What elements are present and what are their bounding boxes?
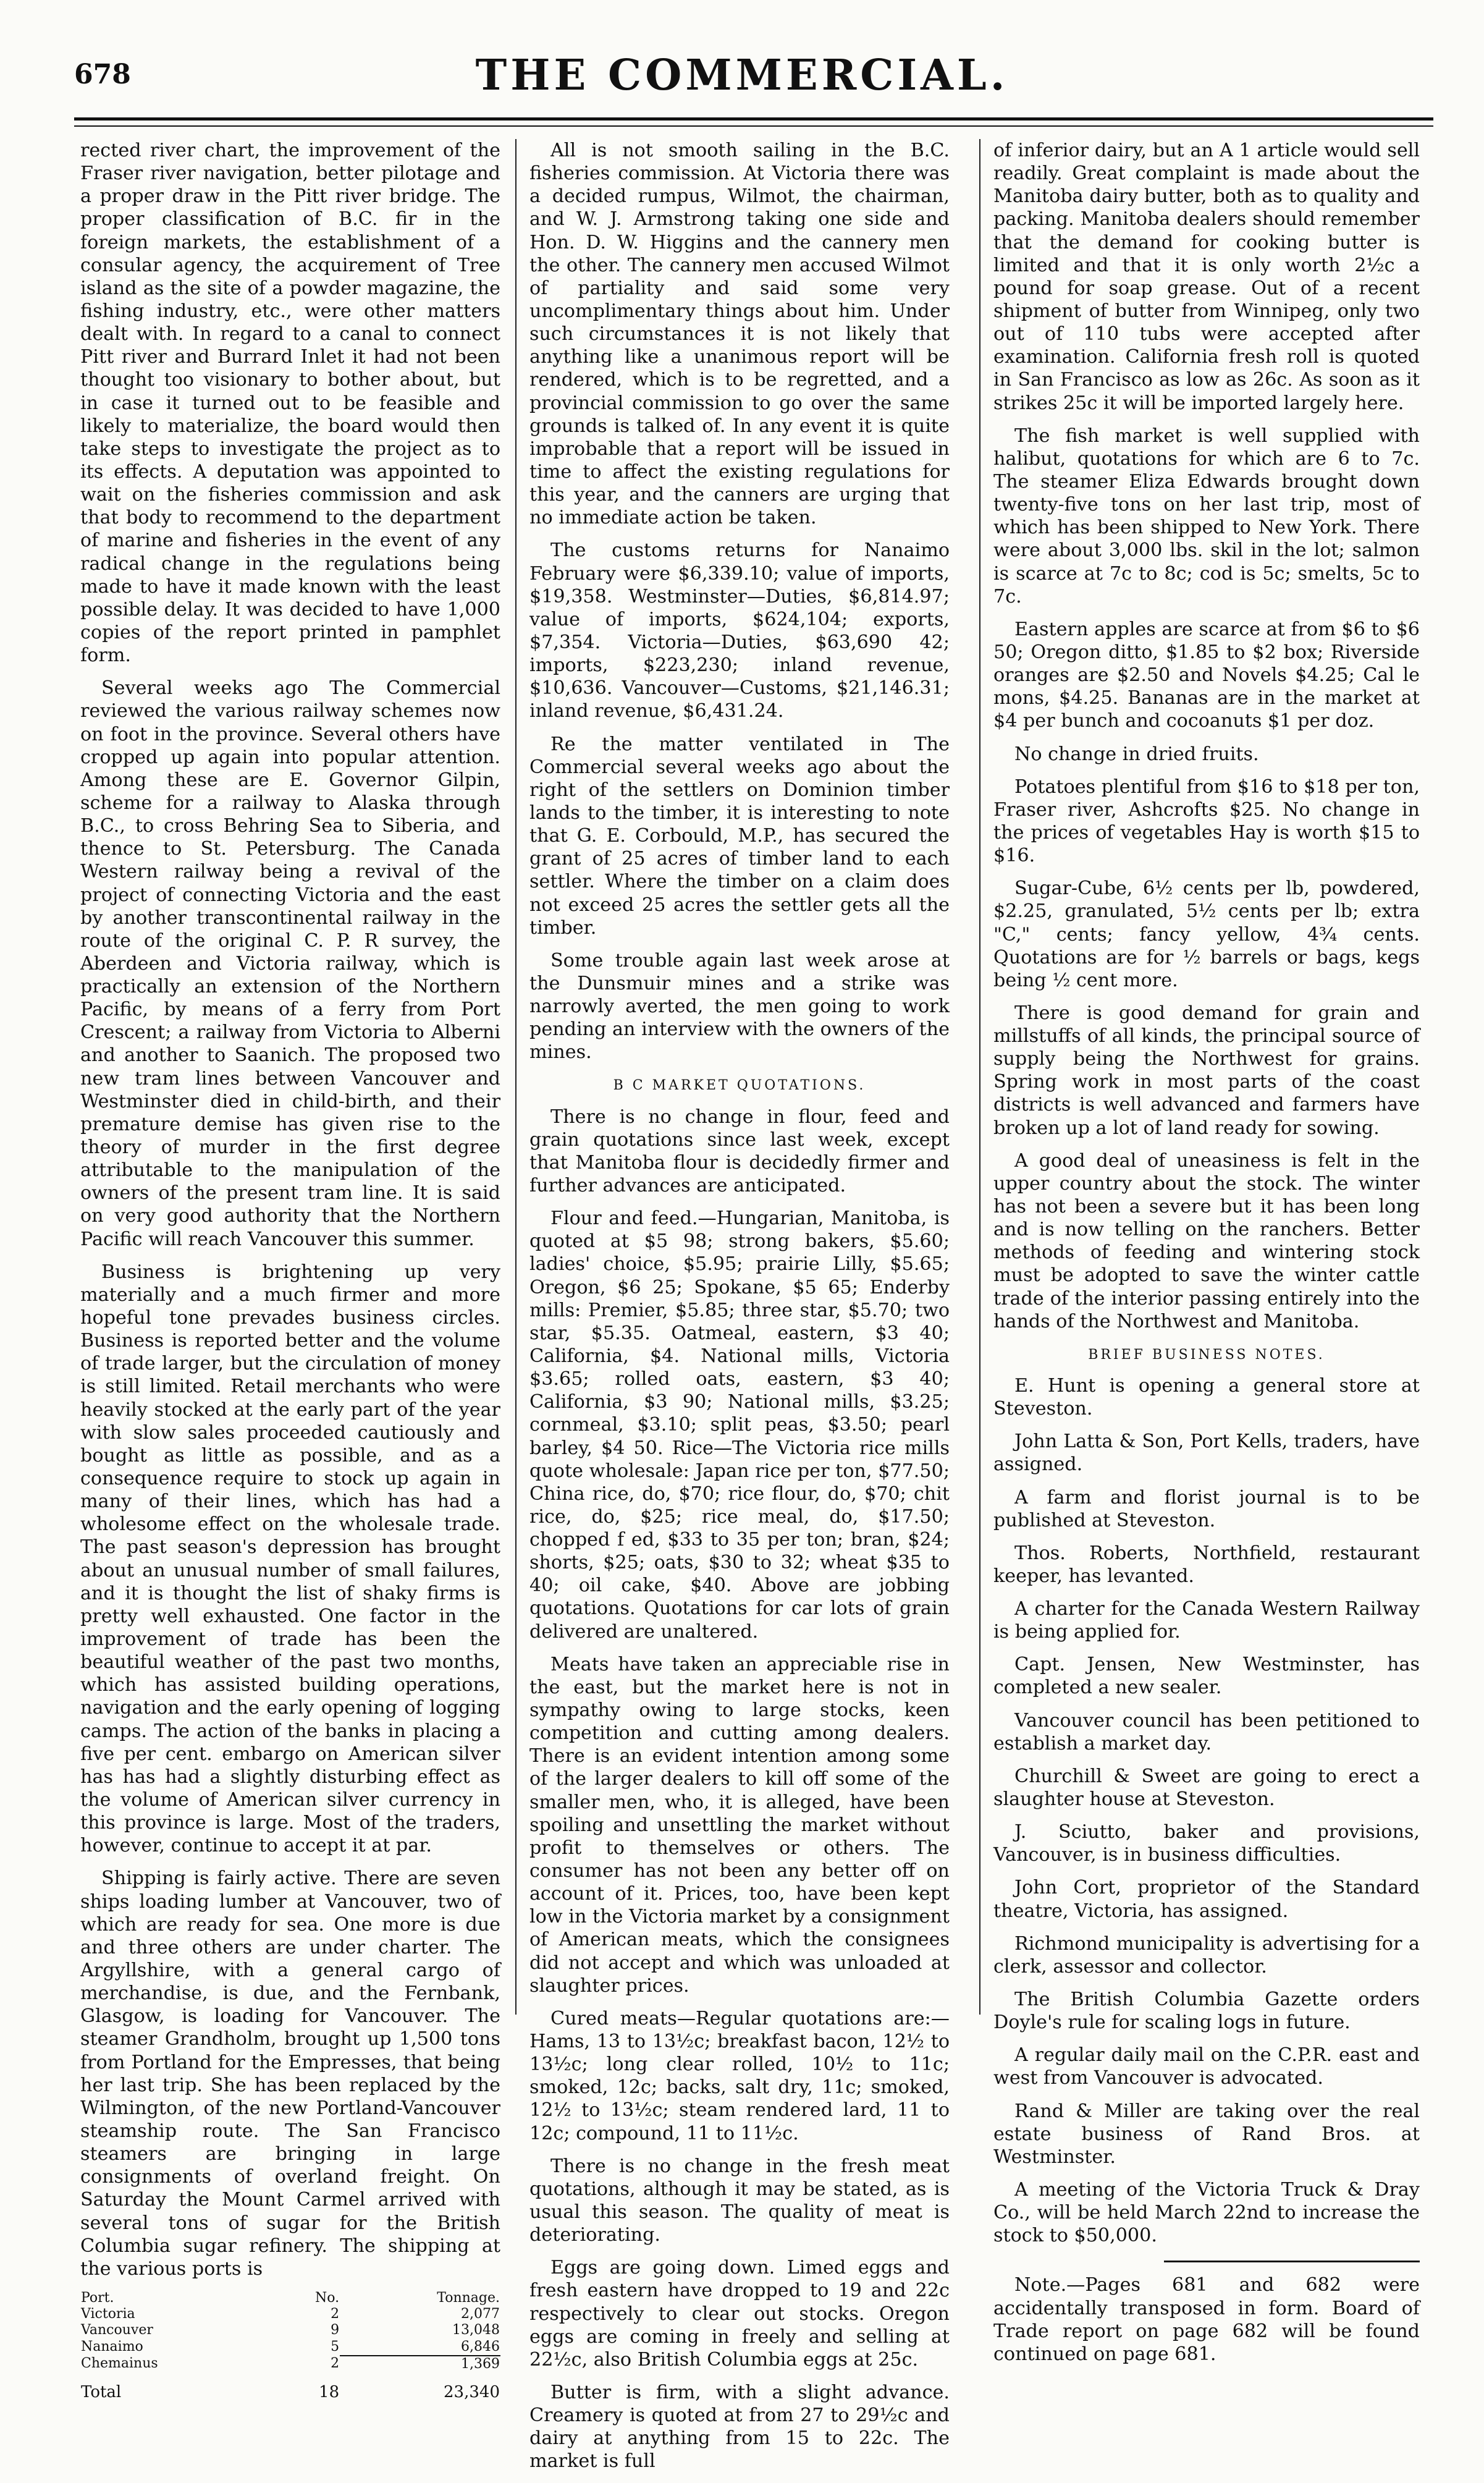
col2-paragraph-1: All is not smooth sailing in the B.C. fisheries commission. At Victoria there was a decided rumpus, Wilmot, the chairman, and W. J. Armstrong taking one side and Hon. D. W. Higgins and the cannery men the other. The cannery men accused Wilmot of partiality and said some very uncomplimentary things about him. Under such circumstances it is not likely that anything like a unanimous report will be rendered, which is to be regretted, and a provincial commission to go over the same grounds is talked of. In any event it is quite improbable that a report will be issued in time to affect the existing regulations for this year, and the canners are urging that no immediate action be taken. [529,140,950,529]
table-cell-no: 2 [331,2356,340,2372]
brief-note: A charter for the Canada Western Railway is being applied for. [993,1598,1420,1643]
col2-paragraph-11: Butter is firm, with a slight advance. Creamery is quoted at from 27 to 29½c and dairy at anything from 15 to 22c. The market is full [529,2381,950,2472]
brief-note: E. Hunt is opening a general store at Steveston. [993,1374,1420,1420]
col3-paragraph-3: Eastern apples are scarce at from $6 to $6 50; Oregon ditto, $1.85 to $2 box; Riverside oranges are $2.50 and Novels $4.25; Cal le mons, $4.25. Bananas are in the market at $4 per bunch and cocoanuts $1 per doz. [993,618,1420,732]
table-total-tonnage: 23,340 [444,2382,500,2401]
column-divider-2 [979,139,980,2015]
col2-paragraph-10: Eggs are going down. Limed eggs and fresh eastern have dropped to 19 and 22c respectively to clear out stocks. Oregon eggs are coming in freely and selling at 22½c, also British Columbia eggs at 25c. [529,2257,950,2371]
col2-paragraph-8: Cured meats—Regular quotations are:—Hams, 13 to 13½c; breakfast bacon, 12½ to 13½c; long clear rolled, 10½ to 11c; smoked, 12c; backs, salt dry, 11c; smoked, 12½ to 13½c; steam rendered lard, 11 to 12c; compound, 11 to 11½c. [529,2007,950,2144]
table-header-tonnage: Tonnage. [437,2290,500,2306]
col3-paragraph-4: No change in dried fruits. [1014,743,1259,765]
brief-note: A regular daily mail on the C.P.R. east and west from Vancouver is advocated. [993,2044,1420,2089]
col3-paragraph-8: A good deal of uneasiness is felt in the upper country about the stock. The winter has not been a severe but it has been long and is now telling on the ranchers. Better methods of feeding and wintering stock must be adopted to save the winter cattle trade of the interior passing entirely into the hands of the Northwest and Manitoba. [993,1149,1420,1332]
column-1 [80,139,500,2401]
table-row [80,2322,500,2338]
masthead-title: THE COMMERCIAL. [475,51,1009,100]
table-row [80,2356,500,2372]
table-total-row [80,2372,500,2402]
col2-paragraph-3: Re the matter ventilated in The Commercial several weeks ago about the right of the settlers on Dominion timber lands to the timber, it is interesting to note that G. E. Corbould, M.P., has secured the grant of 25 acres of timber land to each settler. Where the timber on a claim does not exceed 25 acres the settler gets all the timber. [529,733,950,939]
col2-paragraph-4: Some trouble again last week arose at the Dunsmuir mines and a strike was narrowly averted, the men going to work pending an interview with the owners of the mines. [529,949,950,1064]
col2-paragraph-9: There is no change in the fresh meat quotations, although it may be stated, as is usual this season. The quality of meat is deteriorating. [529,2155,950,2246]
column-2 [529,139,950,2483]
table-cell-tonnage: 13,048 [452,2322,500,2338]
column-3 [993,139,1420,2375]
col2-paragraph-6: Flour and feed.—Hungarian, Manitoba, is quoted at $5 98; strong bakers, $5.60; ladies' choice, $5.95; prairie Lilly, $5.65; Oregon, $6 25; Spokane, $5 65; Enderby mills: Premier, $5.85; three star, $5.70; two star, $5.35. Oatmeal, eastern, $3 40; California, $4. National mills, Victoria $3.65; rolled oats, eastern, $3 40; California, $3 90; National mills, $3.25; cornmeal, $3.10; split peas, $3.50; pearl barley, $4 50. Rice—The Victoria rice mills quote wholesale: Japan rice per ton, $77.50; China rice, do, $70; rice flour, do, $70; chit rice, do, $25; rice meal, do, $17.50; chopped f ed, $33 to 35 per ton; bran, $24; shorts, $25; oats, $30 to 32; wheat $35 to 40; oil cake, $40. Above are jobbing quotations. Quotations for car lots of grain delivered are unaltered. [529,1208,950,1643]
col1-paragraph-4: Shipping is fairly active. There are seven ships loading lumber at Vancouver, two of which are ready for sea. One more is due and three others are under charter. The Argyllshire, with a general cargo of merchandise, is due, and the Fernbank, Glasgow, is loading for Vancouver. The steamer Grandholm, brought up 1,500 tons from Portland for the Empresses, that being her last trip. She has been replaced by the Wilmington, of the new Portland-Vancouver steamship route. The San Francisco steamers are bringing in large consignments of overland freight. On Saturday the Mount Carmel arrived with several tons of sugar for the British Columbia sugar refinery. The shipping at the various ports is [80,1868,500,2280]
table-header-row [80,2290,500,2306]
header-rule-thin [74,125,1433,127]
col2-paragraph-2: The customs returns for Nanaimo February were $6,339.10; value of imports, $19,358. Westminster—Duties, $6,814.97; value of imports, $624,104; exports, $7,354. Victoria—Duties, $63,690 42; imports, $223,230; inland revenue, $10,636. Vancouver—Customs, $21,146.31; inland revenue, $6,431.24. [529,539,950,722]
table-total-label: Total [81,2382,122,2401]
col3-paragraph-6: Sugar-Cube, 6½ cents per lb, powdered, $2.25, granulated, 5½ cents per lb; extra "C," cents; fancy yellow, 4¾ cents. Quotations are for ½ barrels or bags, kegs being ½ cent more. [993,878,1420,991]
market-quotations-heading: B C MARKET QUOTATIONS. [613,1078,866,1094]
col1-paragraph-3: Business is brightening up very materially and a much firmer and more hopeful tone prevades business circles. Business is reported better and the volume of trade larger, but the circulation of money is still limited. Retail merchants who were heavily stocked at the early part of the year with slow sales proceeded cautiously and bought as little as possible, and as a consequence require to stock up again in many of their lines, which has had a wholesome effect on the wholesale trade. The past season's depression has brought about an unusual number of small failures, and it is thought the list of shaky firms is pretty well exhausted. One factor in the improvement of trade has been the beautiful weather of the past two months, which has assisted building operations, navigation and the early opening of logging camps. The action of the banks in placing a five per cent. embargo on American silver has has had a slightly disturbing effect as the volume of American silver currency in this province is large. Most of the traders, however, continue to accept it at par. [80,1261,500,1857]
table-header-port: Port. [81,2290,114,2306]
page-number: 678 [74,59,131,90]
shipping-table [80,2290,500,2402]
table-cell-tonnage: 2,077 [461,2306,500,2322]
brief-note: The British Columbia Gazette orders Doyle's rule for scaling logs in future. [993,1989,1420,2034]
header-rule-thick [74,117,1433,121]
brief-note: Capt. Jensen, New Westminster, has completed a new sealer. [993,1654,1420,1699]
table-cell-port: Chemainus [81,2356,158,2372]
table-row [80,2339,500,2356]
table-cell-tonnage: 1,369 [340,2356,500,2372]
column-divider-1 [515,139,516,2015]
col2-paragraph-5: There is no change in flour, feed and grain quotations since last week, except that Manitoba flour is decidedly firmer and further advances are anticipated. [529,1106,950,1196]
table-header-no: No. [315,2290,340,2306]
col1-paragraph-2: Several weeks ago The Commercial reviewed the various railway schemes now on foot in the province. Several others have cropped up again into popular attention. Among these are E. Governor Gilpin, scheme for a railway to Alaska through B.C., to cross Behring Sea to Siberia, and thence to St. Petersburg. The Canada Western railway being a revival of the project of connecting Victoria and the east by another transcontinental railway in the route of the original C. P. R survey, the Aberdeen and Victoria railway, which is practically an extension of the Northern Pacific, by means of a ferry from Port Crescent; a railway from Victoria to Alberni and another to Saanich. The proposed two new tram lines between Vancouver and Westminster died in child-birth, and their premature demise has given rise to the theory of murder in the first degree attributable to the manipulation of the owners of the present tram line. It is said on very good authority that the Northern Pacific will reach Vancouver this summer. [80,677,500,1250]
note-divider [1164,2261,1420,2262]
col3-paragraph-2: The fish market is well supplied with halibut, quotations for which are 6 to 7c. The steamer Eliza Edwards brought down twenty-five tons on her last trip, most of which has been shipped to New York. There were about 3,000 lbs. skil in the lot; salmon is scarce at 7c to 8c; cod is 5c; smelts, 5c to 7c. [993,425,1420,607]
table-cell-port: Nanaimo [81,2339,143,2354]
col2-paragraph-7: Meats have taken an appreciable rise in the east, but the market here is not in sympathy owing to large stocks, keen competition and cutting among dealers. There is an evident intention among some of the larger dealers to kill off some of the smaller men, who, it is alleged, have been spoiling and unsettling the market without profit to themselves or others. The consumer has not been any better off on account of it. Prices, too, have been kept low in the Victoria market by a consignment of American meats, which the consignees did not accept and which was unloaded at slaughter prices. [529,1653,950,1997]
table-total-no: 18 [319,2382,340,2401]
table-cell-tonnage: 6,846 [461,2338,500,2354]
brief-note: Vancouver council has been petitioned to establish a market day. [993,1709,1420,1754]
table-cell-port: Victoria [81,2306,135,2322]
table-row [80,2306,500,2322]
brief-note: Thos. Roberts, Northfield, restaurant keeper, has levanted. [993,1542,1420,1587]
brief-note: A meeting of the Victoria Truck & Dray Co., will be held March 22nd to increase the stock to $50,000. [993,2179,1420,2247]
brief-note: Rand & Miller are taking over the real estate business of Rand Bros. at Westminster. [993,2100,1420,2168]
brief-note: John Latta & Son, Port Kells, traders, have assigned. [993,1431,1420,1476]
table-cell-no: 9 [331,2322,340,2338]
col3-paragraph-1: of inferior dairy, but an A 1 article would sell readily. Great complaint is made about the Manitoba dairy butter, both as to quality and packing. Manitoba dealers should remember that the demand for cooking butter is limited and that it is only worth 2½c a pound for soap grease. Out of a recent shipment of butter from Winnipeg, only two out of 110 tubs were accepted after examination. California fresh roll is quoted in San Francisco as low as 26c. As soon as it strikes 25c it will be imported largely here. [993,140,1420,414]
table-cell-port: Vancouver [81,2322,153,2338]
table-cell-no: 2 [331,2306,340,2322]
brief-notes-heading: BRIEF BUSINESS NOTES. [1088,1347,1325,1363]
col3-paragraph-7: There is good demand for grain and millstuffs of all kinds, the principal source of supply being the Northwest for grains. Spring work in most parts of the coast districts is well advanced and farmers have broken up a lot of land ready for sowing. [993,1002,1420,1139]
brief-note: John Cort, proprietor of the Standard theatre, Victoria, has assigned. [993,1877,1420,1922]
table-cell-no: 5 [331,2339,340,2354]
brief-note: A farm and florist journal is to be published at Steveston. [993,1486,1420,1531]
transposition-note: Note.—Pages 681 and 682 were accidentally transposed in form. Board of Trade report on page 682 will be found continued on page 681. [993,2274,1420,2365]
brief-note: Churchill & Sweet are going to erect a slaughter house at Steveston. [993,1765,1420,1811]
col1-paragraph-1: rected river chart, the improvement of the Fraser river navigation, better pilotage and a proper draw in the Pitt river bridge. The proper classification of B.C. fir in the foreign markets, the establishment of a consular agency, the acquirement of Tree island as the site of a powder magazine, the fishing industry, etc., were other matters dealt with. In regard to a canal to connect Pitt river and Burrard Inlet it had not been thought too visionary to bother about, but in case it turned out to be feasible and likely to materialize, the board would then take steps to investigate the project as to its effects. A deputation was appointed to wait on the fisheries commission and ask that body to recommend to the department of marine and fisheries in the event of any radical change in the regulations being made to have it made known with the least possible delay. It was decided to have 1,000 copies of the report printed in pamphlet form. [80,140,500,667]
col3-paragraph-5: Potatoes plentiful from $16 to $18 per ton, Fraser river, Ashcrofts $25. No change in the prices of vegetables Hay is worth $15 to $16. [993,776,1420,867]
brief-note: J. Sciutto, baker and provisions, Vancouver, is in business difficulties. [993,1821,1420,1866]
brief-note: Richmond municipality is advertising for a clerk, assessor and collector. [993,1932,1420,1978]
